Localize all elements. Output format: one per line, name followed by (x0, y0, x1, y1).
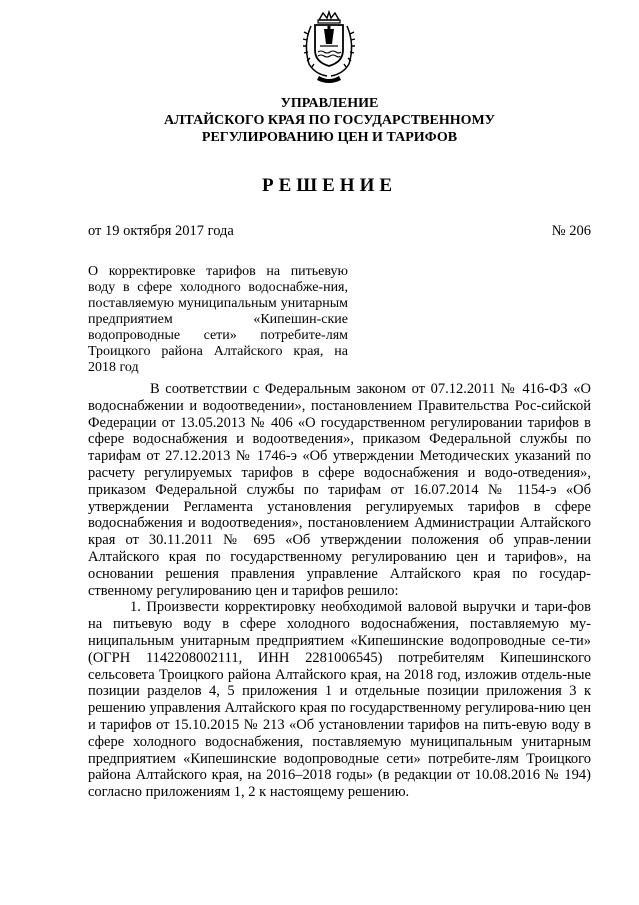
clause-1-paragraph: 1. Произвести корректировку необходимой валовой выручки и тари-фов на питьевую воду в сфере холодного водоснабжения, поставляемую му-ниципальным унитарным предприятием «Кипешинские водопроводные се-ти» (ОГРН 1142208002111, ИНН 2281006545) потребителям Кипешинского сельсовета Троицкого района Алтайского края, на 2018 год, изложив отдель-ные позиции разделов 4, 5 приложения 1 и отдельные позиции приложения 3 к решению управления Алтайского края по государственному регулирова-нию цен и тарифов от 15.10.2015 № 213 «Об установлении тарифов на пить-евую воду в сфере холодного водоснабжения, поставляемую муниципальным унитарным предприятием «Кипешинские водопроводные сети» потребите-лям Троицкого района Алтайского края, на 2016–2018 годы» (в редакции от 10.08.2016 № 194) согласно приложениям 1, 2 к настоящему решению. (88, 599, 591, 801)
issuing-authority (60, 95, 599, 146)
preamble-paragraph: В соответствии с Федеральным законом от 07.12.2011 № 416-ФЗ «О водоснабжении и водоотведении», постановлением Правительства Рос-сийской Федерации от 13.05.2013 № 406 «О государственном регулировании тарифов в сфере водоснабжения и водоотведения», приказом Федеральной службы по тарифам от 27.12.2013 № 1746-э «Об утверждении Методических указаний по расчету регулируемых тарифов в сфере водоснабжения и водо-отведения», приказом Федеральной службы по тарифам от 16.07.2014 № 1154-э «Об утверждении Регламента установления регулируемых тарифов в сфере водоснабжения и водоотведения», постановлением Администрации Алтайского края от 30.11.2011 № 695 «Об утверждении положения об управ-лении Алтайского края по государственному регулированию цен и тарифов», на основании решения правления управление Алтайского края по государ-ственному регулированию цен и тарифов решило: (88, 381, 591, 599)
document-number: № 206 (551, 223, 591, 239)
authority-line-2: АЛТАЙСКОГО КРАЯ ПО ГОСУДАРСТВЕННОМУ (164, 113, 495, 128)
date-number-line (88, 223, 591, 240)
document-date: от 19 октября 2017 года (88, 223, 234, 239)
document-body (88, 381, 591, 801)
authority-line-3: РЕГУЛИРОВАНИЮ ЦЕН И ТАРИФОВ (201, 130, 458, 145)
document-subject: О корректировке тарифов на питьевую воду в сфере холодного водоснабже-ния, поставляемую муниципальным унитарным предприятием «Кипешин-ские водопроводные сети» потребите-лям Троицкого района Алтайского края, на 2018 год (88, 264, 348, 375)
authority-line-1: УПРАВЛЕНИЕ (280, 96, 379, 111)
document-type-title: РЕШЕНИЕ (261, 175, 398, 196)
coat-of-arms-emblem (297, 10, 361, 84)
